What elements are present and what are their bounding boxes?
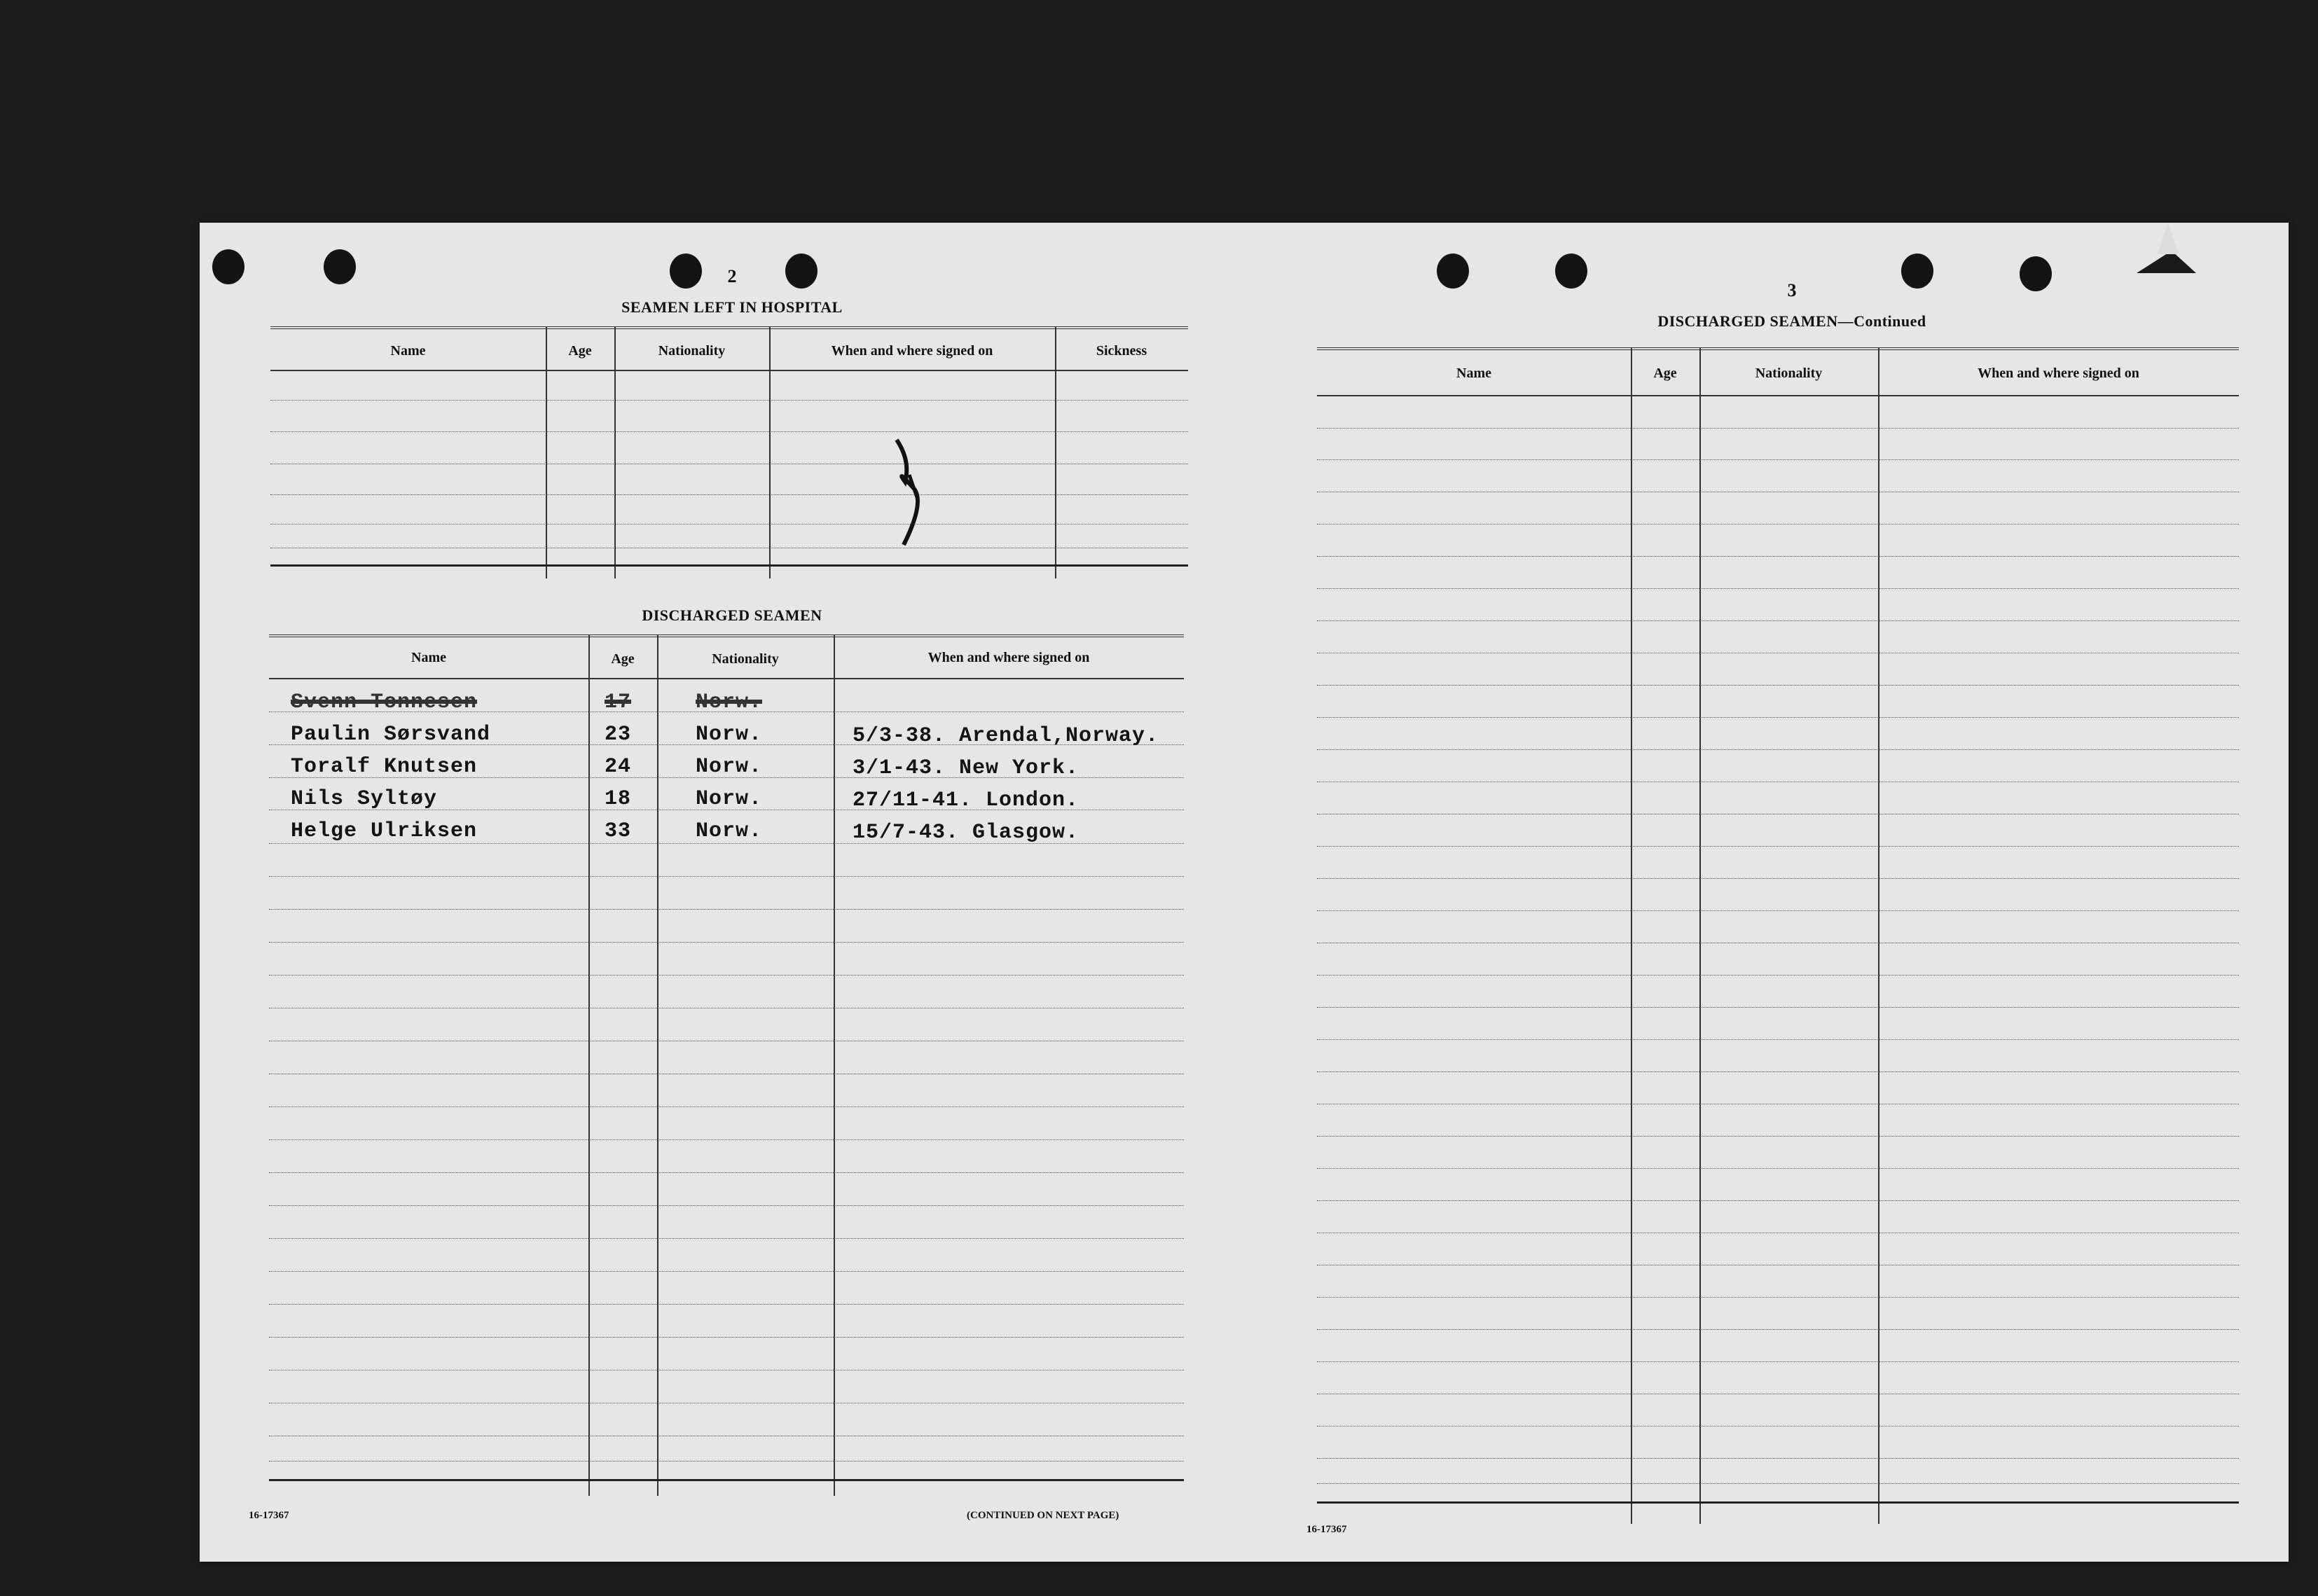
- column-header: When and where signed on: [1978, 366, 2139, 381]
- page-number: 2: [727, 266, 737, 286]
- signed-on: 3/1-43. New York.: [853, 756, 1079, 780]
- column-header: Nationality: [712, 651, 779, 667]
- column-header: Age: [568, 343, 592, 359]
- column-header: Age: [611, 651, 635, 667]
- hospital-section-title: SEAMEN LEFT IN HOSPITAL: [621, 298, 843, 316]
- signed-on: 15/7-43. Glasgow.: [853, 821, 1079, 845]
- page-number: 3: [1787, 280, 1797, 300]
- seaman-name: Paulin Sørsvand: [291, 723, 491, 747]
- right-page: [1250, 223, 2287, 1562]
- form-number: 16-17367: [249, 1510, 289, 1521]
- seaman-age: 24: [605, 755, 632, 779]
- column-header: When and where signed on: [831, 343, 993, 359]
- seaman-age: 18: [605, 787, 632, 811]
- hospital-table: [270, 326, 1188, 578]
- seaman-age: 33: [605, 819, 632, 843]
- column-header: Name: [411, 650, 446, 665]
- left-page: [200, 223, 1194, 1562]
- struck-name: Svenn Tonnesen: [291, 691, 478, 714]
- handwritten-check-mark: [883, 433, 939, 552]
- seaman-name: Nils Syltøy: [291, 787, 438, 811]
- form-sheet: [200, 223, 2289, 1562]
- column-header: When and where signed on: [927, 650, 1090, 665]
- column-header: Nationality: [658, 343, 726, 359]
- seaman-nationality: Norw.: [696, 755, 763, 779]
- form-number: 16-17367: [1306, 1524, 1347, 1535]
- column-header: Name: [390, 343, 426, 359]
- column-header: Age: [1653, 366, 1677, 381]
- column-header: Sickness: [1096, 343, 1147, 359]
- discharged-continued-table: [1317, 347, 2239, 1524]
- seaman-nationality: Norw.: [696, 787, 763, 811]
- seaman-nationality: Norw.: [696, 723, 763, 747]
- seaman-age: 23: [605, 723, 632, 747]
- discharged-section-title: DISCHARGED SEAMEN: [642, 606, 822, 624]
- signed-on: 27/11-41. London.: [853, 789, 1079, 812]
- struck-nationality: Norw.: [696, 691, 763, 714]
- seaman-name: Toralf Knutsen: [291, 755, 478, 779]
- column-header: Nationality: [1755, 366, 1823, 381]
- discharged-continued-title: DISCHARGED SEAMEN—Continued: [1657, 312, 1926, 330]
- struck-age: 17: [605, 691, 632, 714]
- continued-note: (CONTINUED ON NEXT PAGE): [967, 1510, 1119, 1521]
- seaman-name: Helge Ulriksen: [291, 819, 478, 843]
- column-header: Name: [1456, 366, 1491, 381]
- signed-on: 5/3-38. Arendal,Norway.: [853, 724, 1159, 748]
- seaman-nationality: Norw.: [696, 819, 763, 843]
